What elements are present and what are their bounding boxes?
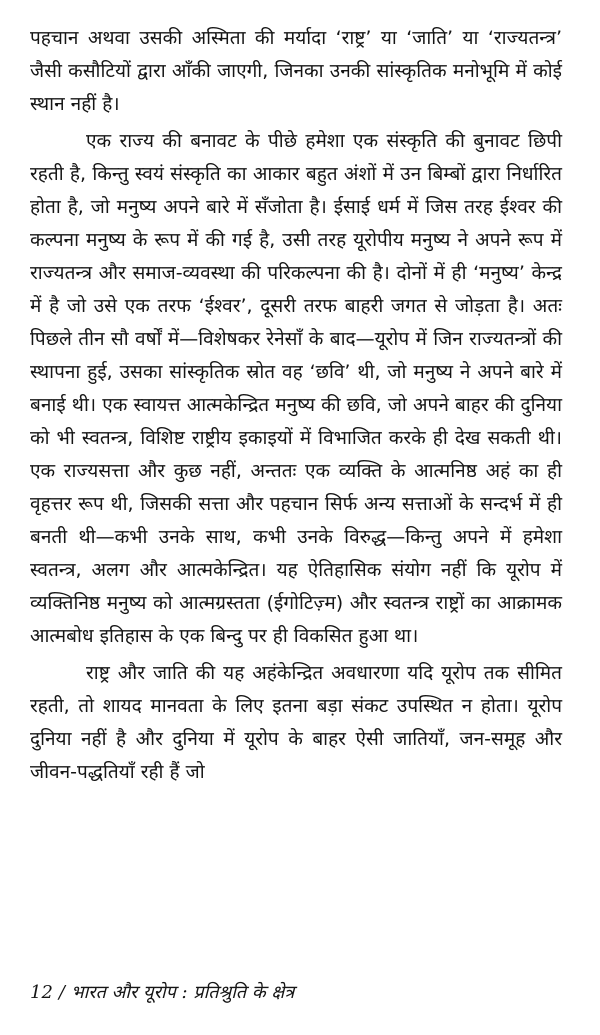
page-footer (30, 980, 294, 1004)
paragraph-culture-and-state: एक राज्य की बनावट के पीछे हमेशा एक संस्कृति की बुनावट छिपी रहती है, किन्तु स्वयं संस्कृति का आकार बहुत अंशों में उन बिम्बों द्वारा निर्धारित होता है, जो मनुष्य अपने बारे में सँजोता है। ईसाई धर्म में जिस तरह ईश्वर की कल्पना मनुष्य के रूप में की गई है, उसी तरह यूरोपीय मनुष्य ने अपने रूप में राज्यतन्त्र और समाज-व्यवस्था की परिकल्पना की है। दोनों में ही ‘मनुष्य’ केन्द्र में है जो उसे एक तरफ ‘ईश्वर’, दूसरी तरफ बाहरी जगत से जोड़ता है। अतः पिछले तीन सौ वर्षों में—विशेषकर रेनेसाँ के बाद—यूरोप में जिन राज्यतन्त्रों की स्थापना हुई, उसका सांस्कृतिक स्रोत वह ‘छवि’ थी, जो मनुष्य ने अपने बारे में बनाई थी। एक स्वायत्त आत्मकेन्द्रित मनुष्य की छवि, जो अपने बाहर की दुनिया को भी स्वतन्त्र, विशिष्ट राष्ट्रीय इकाइयों में विभाजित करके ही देख सकती थी। एक राज्यसत्ता और कुछ नहीं, अन्ततः एक व्यक्ति के आत्मनिष्ठ अहं का ही वृहत्तर रूप थी, जिसकी सत्ता और पहचान सिर्फ अन्य सत्ताओं के सन्दर्भ में ही बनती थी—कभी उनके साथ, कभी उनके विरुद्ध—किन्तु अपने में हमेशा स्वतन्त्र, अलग और आत्मकेन्द्रित। यह ऐतिहासिक संयोग नहीं कि यूरोप में व्यक्तिनिष्ठ मनुष्य को आत्मग्रस्तता (ईगोटिज़्म) और स्वतन्त्र राष्ट्रों का आक्रामक आत्मबोध इतिहास के एक बिन्दु पर ही विकसित हुआ था। (30, 130, 562, 647)
footer-separator: / (58, 982, 65, 1003)
book-page-body (30, 22, 562, 789)
paragraph-continued: पहचान अथवा उसकी अस्मिता की मर्यादा ‘राष्ट्र’ या ‘जाति’ या ‘राज्यतन्त्र’ जैसी कसौटियों द्वारा आँकी जाएगी, जिनका उनकी सांस्कृतिक मनोभूमि में कोई स्थान नहीं है। (30, 27, 562, 115)
paragraph-nation-and-race: राष्ट्र और जाति की यह अहंकेन्द्रित अवधारणा यदि यूरोप तक सीमित रहती, तो शायद मानवता के लिए इतना बड़ा संकट उपस्थित न होता। यूरोप दुनिया नहीं है और दुनिया में यूरोप के बाहर ऐसी जातियाँ, जन-समूह और जीवन-पद्धतियाँ रही हैं जो (30, 662, 562, 783)
running-title: भारत और यूरोप : प्रतिश्रुति के क्षेत्र (70, 982, 295, 1003)
page-number: 12 (30, 982, 53, 1003)
